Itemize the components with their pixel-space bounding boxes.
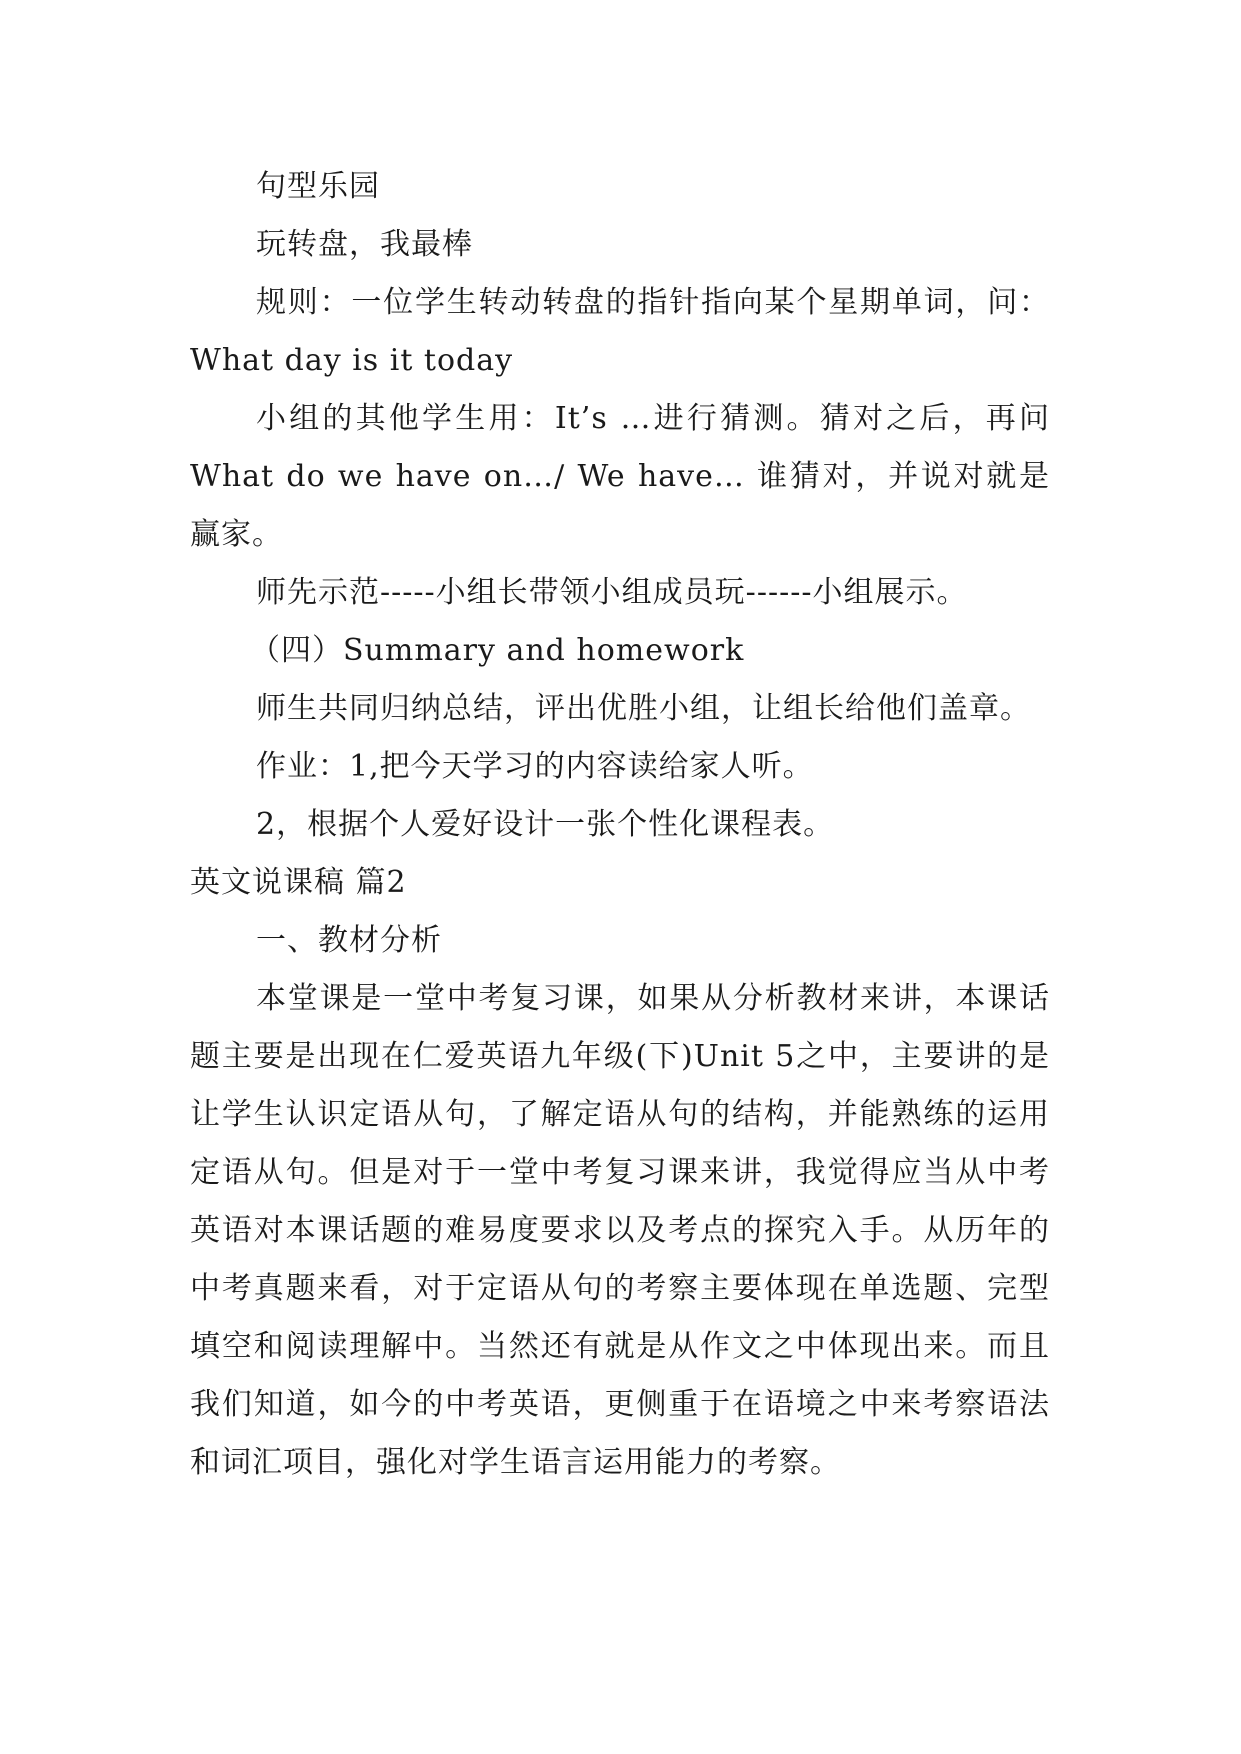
homework-item-1: 作业：1,把今天学习的内容读给家人听。	[256, 749, 814, 784]
document-body	[190, 158, 1050, 1492]
activity-guessing: 小组的其他学生用：It’s …进行猜测。猜对之后，再问What do we have on…/ We have… 谁猜对，并说对就是赢家。	[190, 401, 1050, 552]
material-analysis-paragraph: 本堂课是一堂中考复习课，如果从分析教材来讲，本课话题主要是出现在仁爱英语九年级(下)Unit 5之中，主要讲的是让学生认识定语从句，了解定语从句的结构，并能熟练的运用定语从句。但是对于一堂中考复习课来讲，我觉得应当从中考英语对本课话题的难易度要求以及考点的探究入手。从历年的中考真题来看，对于定语从句的考察主要体现在单选题、完型填空和阅读理解中。当然还有就是从作文之中体现出来。而且我们知道，如今的中考英语，更侧重于在语境之中来考察语法和词汇项目，强化对学生语言运用能力的考察。	[190, 981, 1050, 1480]
activity-demo-steps: 师先示范-----小组长带领小组成员玩------小组展示。	[256, 575, 968, 610]
homework-item-2: 2，根据个人爱好设计一张个性化课程表。	[256, 807, 835, 842]
activity-title: 玩转盘，我最棒	[256, 227, 473, 262]
section-heading-sentence-park: 句型乐园	[256, 169, 380, 204]
article-title-part-2: 英文说课稿 篇2	[190, 865, 407, 900]
section-heading-material-analysis: 一、教材分析	[256, 923, 442, 958]
summary-paragraph: 师生共同归纳总结，评出优胜小组，让组长给他们盖章。	[256, 691, 1031, 726]
section-heading-summary: （四）Summary and homework	[250, 633, 745, 668]
activity-rules: 规则：一位学生转动转盘的指针指向某个星期单词，问：What day is it today	[190, 285, 1050, 378]
